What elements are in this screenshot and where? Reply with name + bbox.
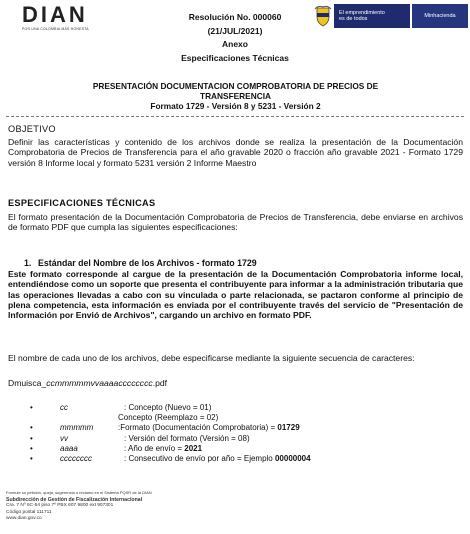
title-line3: Formato 1729 - Versión 8 y 5231 - Versión 2 (150, 101, 321, 111)
filename-pattern (8, 378, 463, 388)
footer-website[interactable]: www.dian.gov.co (6, 516, 42, 522)
footer-postal: Código postal 111711 (6, 509, 52, 515)
footer-address: Cra. 7 Nº 6C-54 piso 7º PBX 607 9800 ext 907301 (6, 503, 114, 509)
logo-wordmark: DIAN (22, 2, 88, 27)
gov-slogan-line2: es de todos (339, 16, 368, 22)
gov-slogan (334, 4, 410, 28)
specs-label: Especificaciones Técnicas (181, 52, 289, 63)
ministry-label: Minhacienda (412, 4, 468, 28)
page-footer (6, 490, 306, 523)
filename-extension: .pdf (152, 378, 168, 388)
footer-notice: Formule su petición, queja, sugerencia o reclamo en el Sistema PQSR de la DIAN (6, 490, 152, 495)
resolution-date: (21/JUL/2021) (207, 25, 263, 36)
section-1-heading (8, 258, 463, 268)
sequence-intro: El nombre de cada uno de los archivos, debe especificarse mediante la siguiente secuencia de caracteres: (8, 353, 415, 363)
list-item: • mmmmm :Formato (Documentación Comprobatoria) = 01729 (30, 423, 300, 433)
resolution-number: Resolución No. 000060 (188, 12, 282, 22)
document-header (140, 11, 330, 65)
dian-logo (22, 4, 112, 31)
section-1-title: Estándar del Nombre de los Archivos - formato 1729 (38, 258, 257, 268)
list-item: • cccccccc : Consecutivo de envío por año = Ejemplo 00000004 (30, 454, 311, 464)
document-title (8, 81, 463, 111)
logo-tagline: POR UNA COLOMBIA MÁS HONESTA (22, 27, 89, 31)
list-item: • vv : Versión del formato (Versión = 08) (30, 433, 250, 443)
list-item: • cc : Concepto (Nuevo = 01) (30, 403, 212, 412)
section-1-number: 1. (24, 258, 32, 268)
objective-heading: OBJETIVO (8, 124, 56, 134)
specs-intro: El formato presentación de la Documentación Comprobatoria de Precios de Transferencia, debe enviarse en archivos de formato PDF que cumpla las siguientes especificaciones: (8, 212, 463, 233)
separator-line (6, 116, 464, 117)
coat-of-arms-icon (312, 4, 334, 28)
sequence-list (30, 403, 460, 464)
title-line1: PRESENTACIÓN DOCUMENTACION COMPROBATORIA DE PRECIOS DE (92, 81, 379, 91)
specs-heading: ESPECIFICACIONES TÉCNICAS (8, 198, 156, 208)
footer-office: Subdirección de Gestión de Fiscalización Internacional (6, 496, 143, 503)
objective-text: Definir las características y contenido de los archivos donde se realiza la presentación de la Documentación Comprobatoria de Precios de Transferencia para el año gravable 2020 o fracción año gravable 2021 - Formato 1729 versión 8 Informe local y formato 5231 versión 2 Informe Maestro (8, 137, 463, 168)
list-item: • aaaa : Año de envío = 2021 (30, 443, 203, 453)
list-item: Concepto (Reemplazo = 02) (118, 413, 219, 423)
gov-slogan-line1: El emprendimiento (339, 9, 385, 16)
section-1-text: Este formato corresponde al cargue de la presentación de la Documentación Comprobatoria informe local, entendiéndose como un soporte que presenta el contribuyente para informar a la administración tributaria que las operaciones llevadas a cabo con su vinculada o parte relacionada, se pactaron conforme al principio de plena competencia, esta información es enviada por el contribuyente través del servicio de "Presentación de Información por Envió de Archivos", cargando un archivo en formato PDF. (8, 269, 463, 321)
filename-prefix: Dmuisca_ (8, 378, 47, 388)
annex-label: Anexo (222, 39, 248, 49)
title-line2: TRANSFERENCIA (200, 91, 271, 101)
filename-pattern-code: ccmmmmmvvaaaacccccccc (46, 378, 153, 388)
government-banner (312, 4, 468, 28)
